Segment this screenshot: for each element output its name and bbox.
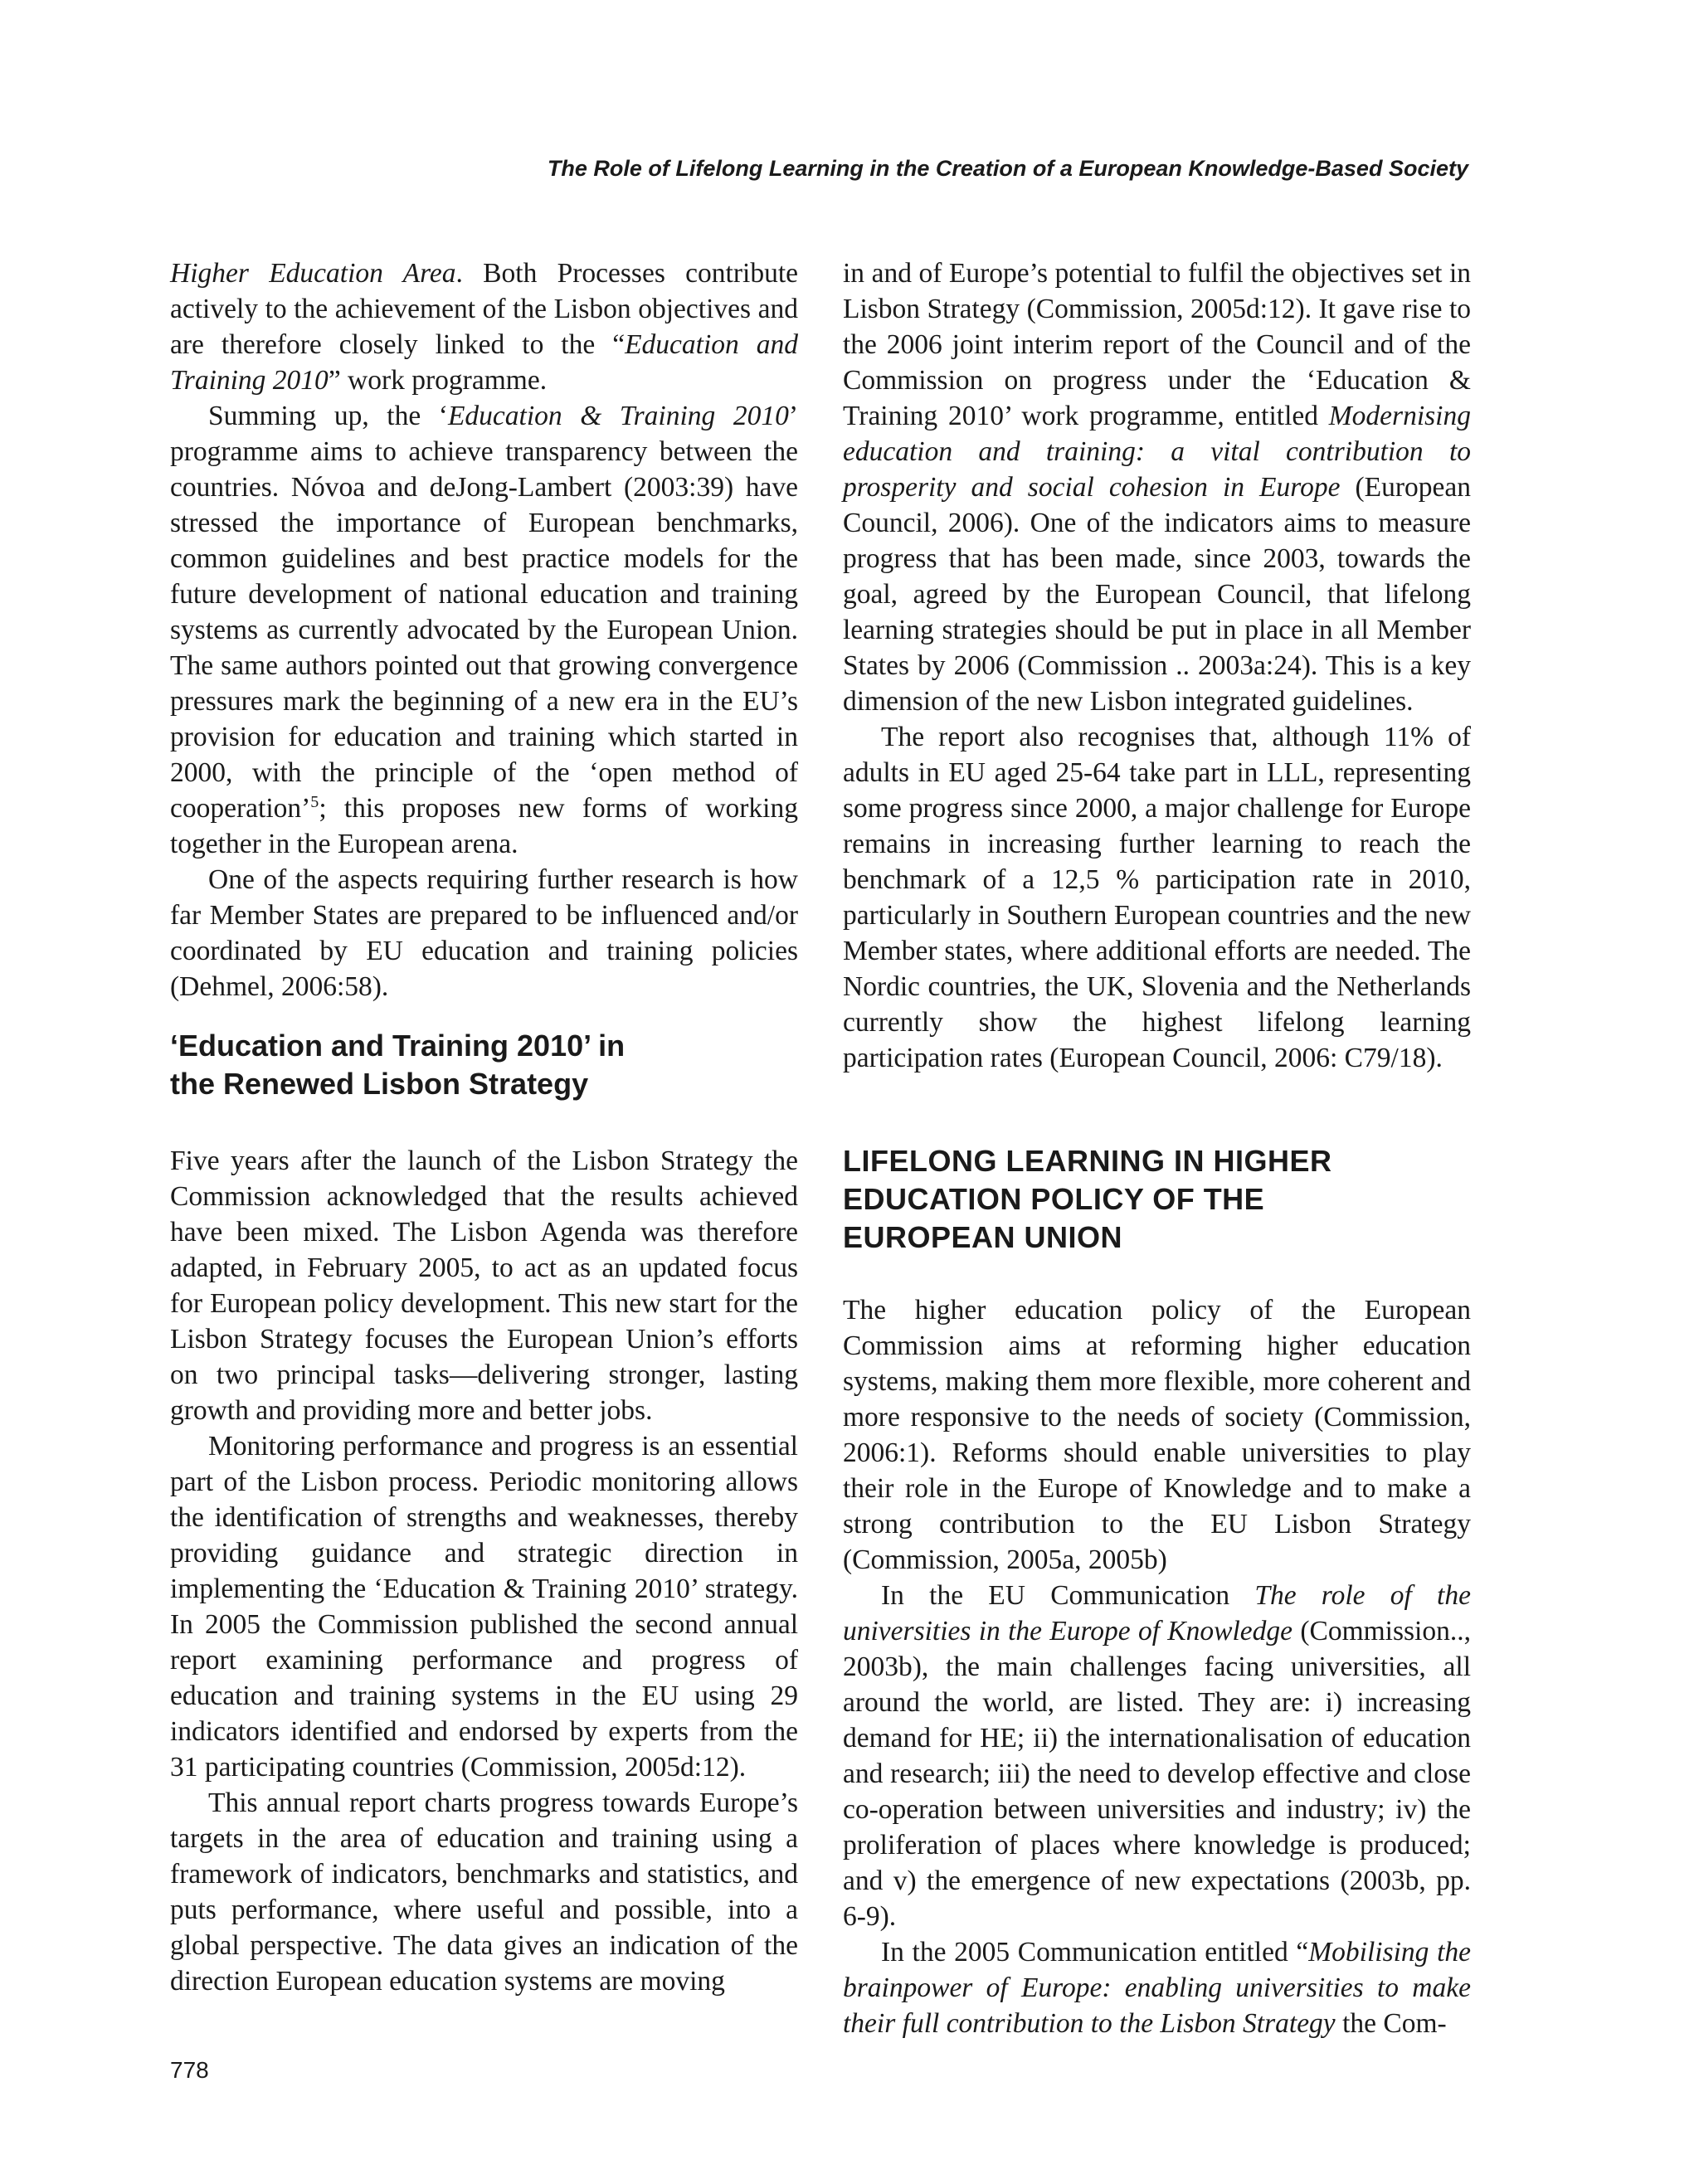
paragraph: One of the aspects requiring further research is how far Member States are prepared to be influenced and/or coordinated by EU education and training policies (Dehmel, 2006:58). (170, 864, 798, 1002)
italic-text: Modernising education and training: a vital contribution to prosperity and social cohesion in Europe (843, 401, 1471, 503)
text-run: in and of Europe’s potential to fulfil the objectives set in Lisbon Strategy (Commission, 2005d:12). It gave rise to the 2006 joint interim report of the Council and of the Commission on progress under the ‘Education & Training 2010’ work programme, entitled (843, 258, 1471, 431)
paragraph (843, 1934, 1471, 2041)
text-run: . Both Processes contribute actively to the achievement of the Lisbon objectives and are therefore closely linked to the “ (170, 258, 798, 360)
text-run: (European Council, 2006). One of the indicators aims to measure progress that has been made, since 2003, towards the goal, agreed by the European Council, that lifelong learning strategies should be put in place in all Member States by 2006 (Commission .. 2003a:24). This is a key dimension of the new Lisbon integrated guidelines. (843, 472, 1472, 717)
italic-text: The role of the universities in the Europe of Knowledge (843, 1580, 1471, 1647)
italic-text: Education and Training 2010 (170, 329, 798, 396)
paragraph: This annual report charts progress towards Europe’s targets in the area of education and training using a framework of indicators, benchmarks and statistics, and puts performance, where useful and possible, into a global perspective. The data gives an indication of the direction European education systems are moving (170, 1788, 798, 1997)
text-run: In the EU Communication (881, 1580, 1255, 1611)
heading-line: EUROPEAN UNION (843, 1220, 1123, 1254)
text-run: Summing up, the ‘ (208, 401, 448, 431)
text-run: ’ programme aims to achieve transparency between the countries. Nóvoa and deJong-Lambert (2003:39) have stressed the importance of European benchmarks, common guidelines and best practice models for the future development of national education and training systems as currently advocated by the European Union. The same authors pointed out that growing convergence pressures mark the beginning of a new era in the EU’s provision for education and training which started in 2000, with the principle of the ‘open method of cooperation’ (170, 401, 798, 824)
heading-line: the Renewed Lisbon Strategy (170, 1067, 589, 1101)
footnote-marker[interactable]: 5 (310, 792, 319, 811)
running-header: The Role of Lifelong Learning in the Creation of a European Knowledge-Based Society (547, 156, 1468, 181)
heading-line: LIFELONG LEARNING IN HIGHER (843, 1144, 1332, 1178)
heading-line: EDUCATION POLICY OF THE (843, 1182, 1265, 1216)
paragraph (170, 255, 798, 398)
text-run: ; this proposes new forms of working together in the European arena. (170, 793, 798, 859)
italic-text: Higher Education Area (170, 258, 456, 289)
text-run: ” work programme. (328, 365, 548, 396)
paragraph: The higher education policy of the European Commission aims at reforming higher education systems, making them more flexible, more coherent and more responsive to the needs of society (Commission, 2006:1). Reforms should enable universities to play their role in the Europe of Knowledge and to make a strong contribution to the EU Lisbon Strategy (Commission, 2005a, 2005b) (843, 1295, 1471, 1575)
paragraph (170, 398, 798, 862)
paragraph (843, 1578, 1471, 1934)
paragraph: The report also recognises that, although 11% of adults in EU aged 25-64 take part in LLL, representing some progress since 2000, a major challenge for Europe remains in increasing further learning to reach the benchmark of a 12,5 % participation rate in 2010, particularly in Southern European countries and the new Member states, where additional efforts are needed. The Nordic countries, the UK, Slovenia and the Netherlands currently show the highest lifelong learning participation rates (European Council, 2006: C79/18). (843, 722, 1471, 1073)
paragraph: Five years after the launch of the Lisbon Strategy the Commission acknowledged that the results achieved have been mixed. The Lisbon Agenda was therefore adapted, in February 2005, to act as an updated focus for European policy development. This new start for the Lisbon Strategy focuses the European Union’s efforts on two principal tasks—delivering stronger, lasting growth and providing more and better jobs. (170, 1146, 798, 1426)
text-run: the Com- (1335, 2008, 1447, 2039)
right-column (843, 255, 1471, 2041)
section-heading (843, 1142, 1471, 1257)
page-number: 778 (170, 2057, 209, 2083)
paragraph: Monitoring performance and progress is an essential part of the Lisbon process. Periodic monitoring allows the identification of strengths and weaknesses, thereby providing guidance and strategic direction in implementing the ‘Education & Training 2010’ strategy. In 2005 the Commission published the second annual report examining performance and progress of education and training systems in the EU using 29 indicators identified and endorsed by experts from the 31 participating countries (Commission, 2005d:12). (170, 1431, 798, 1783)
italic-text: Education & Training 2010 (447, 401, 789, 431)
paragraph (843, 255, 1471, 719)
section-heading (170, 1027, 798, 1103)
left-column (170, 255, 798, 1999)
text-run: In the 2005 Communication entitled “ (881, 1937, 1309, 1968)
italic-text: Mobilising the brainpower of Europe: enabling universities to make their full contribution to the Lisbon Strategy (843, 1937, 1471, 2039)
heading-line: ‘Education and Training 2010’ in (170, 1029, 626, 1063)
text-run: (Commission.., 2003b), the main challenges facing universities, all around the world, are listed. They are: i) increasing demand for HE; ii) the internationalisation of education and research; iii) the need to develop effective and close co-operation between universities and industry; iv) the proliferation of places where knowledge is produced; and v) the emergence of new expectations (2003b, pp. 6-9). (843, 1616, 1471, 1932)
